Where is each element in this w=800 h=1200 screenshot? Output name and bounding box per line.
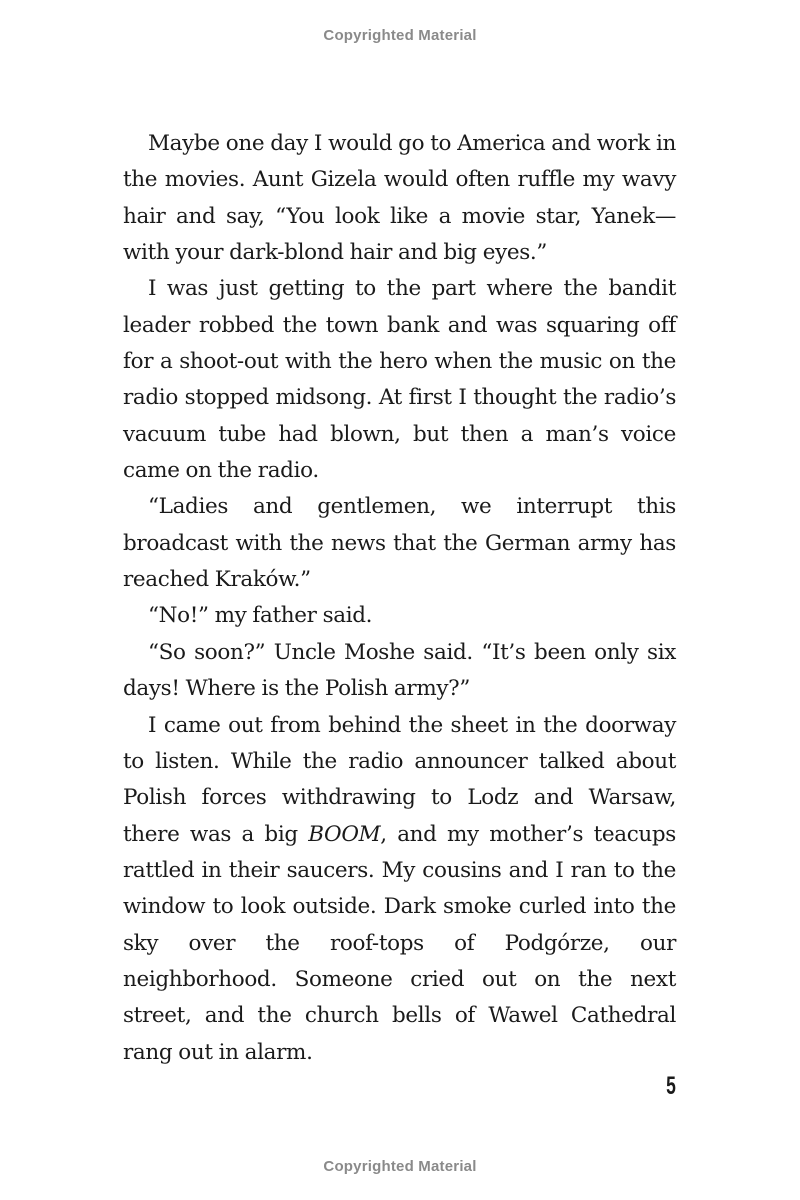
paragraph: Maybe one day I would go to America and work in the movies. Aunt Gizela would often ruffle my wavy hair and say, “You look like a movie star, Yanek—with your dark-blond hair and big eyes.” xyxy=(123,131,676,266)
copyright-watermark-bottom: Copyrighted Material xyxy=(323,1158,477,1175)
page-number: 5 xyxy=(666,1072,676,1100)
paragraph: “Ladies and gentlemen, we interrupt this broadcast with the news that the German army has reached Kraków.” xyxy=(123,494,676,593)
paragraph: “So soon?” Uncle Moshe said. “It’s been only six days! Where is the Polish army?” xyxy=(123,639,676,702)
paragraph-text: , and my mother’s teacups rattled in their saucers. My cousins and I ran to the window to look outside. Dark smoke curled into the sky over the roof-tops of Podgórze, our neighborhood. Someone cried out on the next street, and the church bells of Wawel Cathedral rang out in alarm. xyxy=(123,821,676,1065)
paragraph xyxy=(123,708,676,1071)
paragraph: “No!” my father said. xyxy=(148,603,373,629)
copyright-watermark-top: Copyrighted Material xyxy=(323,27,477,44)
paragraph: I was just getting to the part where the bandit leader robbed the town bank and was squaring off for a shoot-out with the hero when the music on the radio stopped midsong. At first I thought the radio’s vacuum tube had blown, but then a man’s voice came on the radio. xyxy=(123,276,676,484)
page-body-text xyxy=(123,126,676,1071)
emphasis-text: BOOM xyxy=(308,821,381,847)
paragraph-text: I came out from behind the sheet in the doorway to listen. While the radio announcer talked about Polish forces withdrawing to Lodz and Warsaw, there was a big xyxy=(123,712,676,847)
